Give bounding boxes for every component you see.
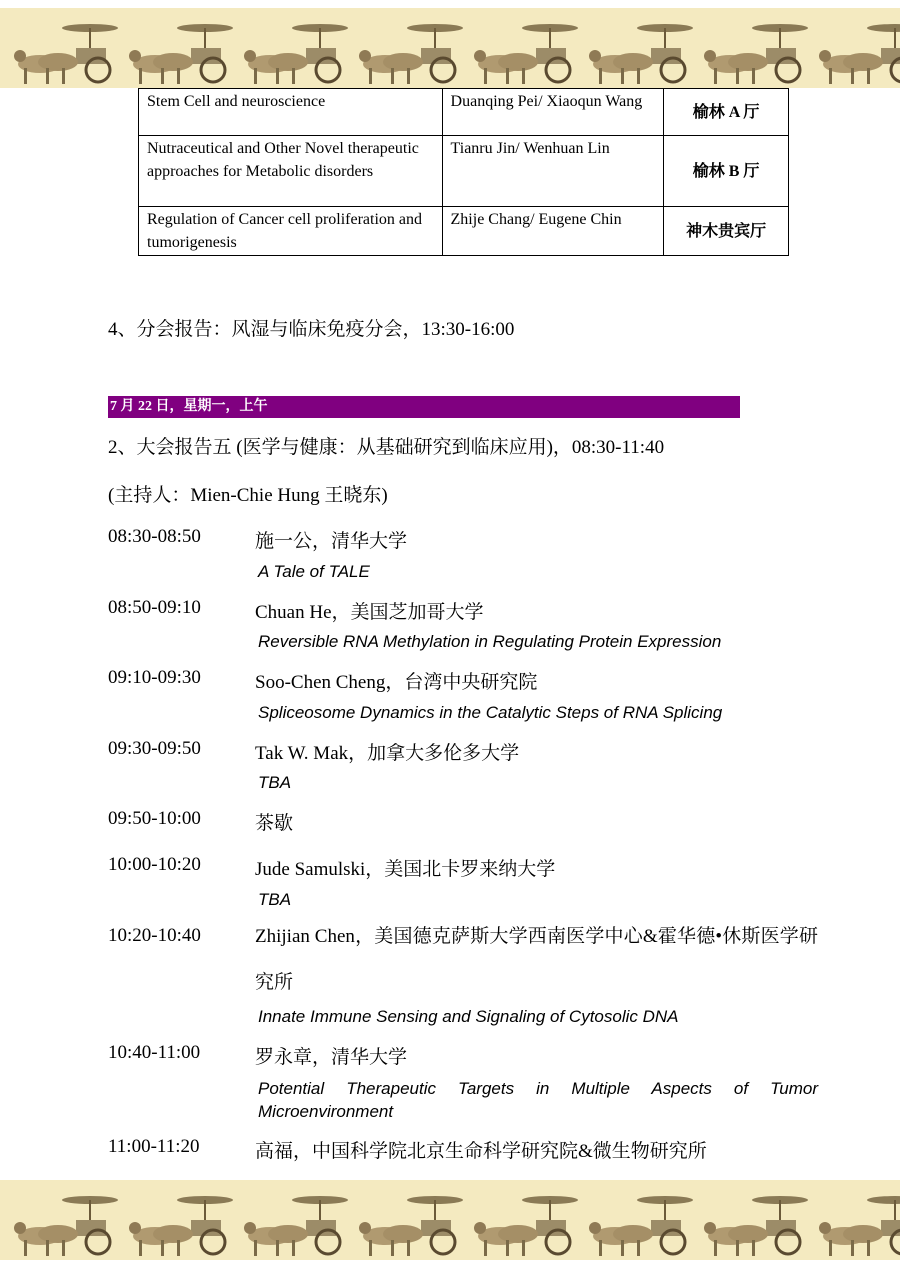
decorative-banner-top <box>0 8 900 88</box>
schedule-talk-title: Innate Immune Sensing and Signaling of Cytosolic DNA <box>258 1007 679 1026</box>
chariot-pattern-icon <box>0 1180 900 1260</box>
table-cell-chairs: Duanqing Pei/ Xiaoqun Wang <box>442 89 664 136</box>
schedule-speaker: 茶歇 <box>255 813 294 834</box>
schedule-talk-title: A Tale of TALE <box>258 562 370 581</box>
schedule-time: 09:10-09:30 <box>108 667 201 688</box>
schedule-time: 11:00-11:20 <box>108 1136 200 1157</box>
table-row <box>139 136 789 207</box>
decorative-banner-bottom <box>0 1180 900 1260</box>
schedule-time: 09:30-09:50 <box>108 738 201 759</box>
table-cell-room: 榆林 B 厅 <box>664 136 789 207</box>
table-cell-chairs: Tianru Jin/ Wenhuan Lin <box>442 136 664 207</box>
schedule-talk-title: TBA <box>258 773 292 792</box>
schedule-talk-title: TBA <box>258 890 292 909</box>
section-heading: 4、分会报告：风湿与临床免疫分会，13:30-16:00 <box>108 319 515 340</box>
schedule-talk-title: Potential Therapeutic Targets in Multiple Aspects of Tumor Microenvironment <box>258 1079 818 1121</box>
schedule-talk-title: Spliceosome Dynamics in the Catalytic Steps of RNA Splicing <box>258 703 723 722</box>
plenary-heading: 2、大会报告五 (医学与健康：从基础研究到临床应用)，08:30-11:40 <box>108 437 665 458</box>
table-row <box>139 89 789 136</box>
schedule-speaker: Chuan He，美国芝加哥大学 <box>255 602 484 623</box>
schedule-talk-title: Reversible RNA Methylation in Regulating Protein Expression <box>258 632 722 651</box>
hosts-line: (主持人：Mien-Chie Hung 王晓东) <box>108 485 388 506</box>
table-cell-topic: Stem Cell and neuroscience <box>139 89 443 136</box>
schedule-speaker: 施一公，清华大学 <box>255 531 408 552</box>
table-cell-chairs: Zhije Chang/ Eugene Chin <box>442 207 664 256</box>
table-row <box>139 207 789 256</box>
day-band: 7 月 22 日，星期一，上午 <box>108 396 740 418</box>
schedule-time: 10:20-10:40 <box>108 925 201 946</box>
session-table <box>138 88 789 256</box>
table-cell-topic: Nutraceutical and Other Novel therapeutic approaches for Metabolic disorders <box>139 136 443 207</box>
schedule-speaker: 罗永章，清华大学 <box>255 1047 408 1068</box>
schedule-time: 08:30-08:50 <box>108 526 201 547</box>
schedule-time: 09:50-10:00 <box>108 808 201 829</box>
schedule-time: 10:00-10:20 <box>108 854 201 875</box>
schedule-speaker: Jude Samulski，美国北卡罗来纳大学 <box>255 859 556 880</box>
schedule-time: 10:40-11:00 <box>108 1042 201 1063</box>
chariot-pattern-icon <box>0 8 900 88</box>
schedule-speaker: 高福，中国科学院北京生命科学研究院&微生物研究所 <box>255 1141 707 1162</box>
table-cell-room: 榆林 A 厅 <box>664 89 789 136</box>
schedule-speaker: Soo-Chen Cheng，台湾中央研究院 <box>255 672 538 693</box>
schedule-speaker: Zhijian Chen，美国德克萨斯大学西南医学中心&霍华德•休斯医学研究所 <box>255 926 818 993</box>
schedule-time: 08:50-09:10 <box>108 597 201 618</box>
table-cell-room: 神木贵宾厅 <box>664 207 789 256</box>
schedule-speaker: Tak W. Mak，加拿大多伦多大学 <box>255 743 520 764</box>
table-cell-topic: Regulation of Cancer cell proliferation and tumorigenesis <box>139 207 443 256</box>
